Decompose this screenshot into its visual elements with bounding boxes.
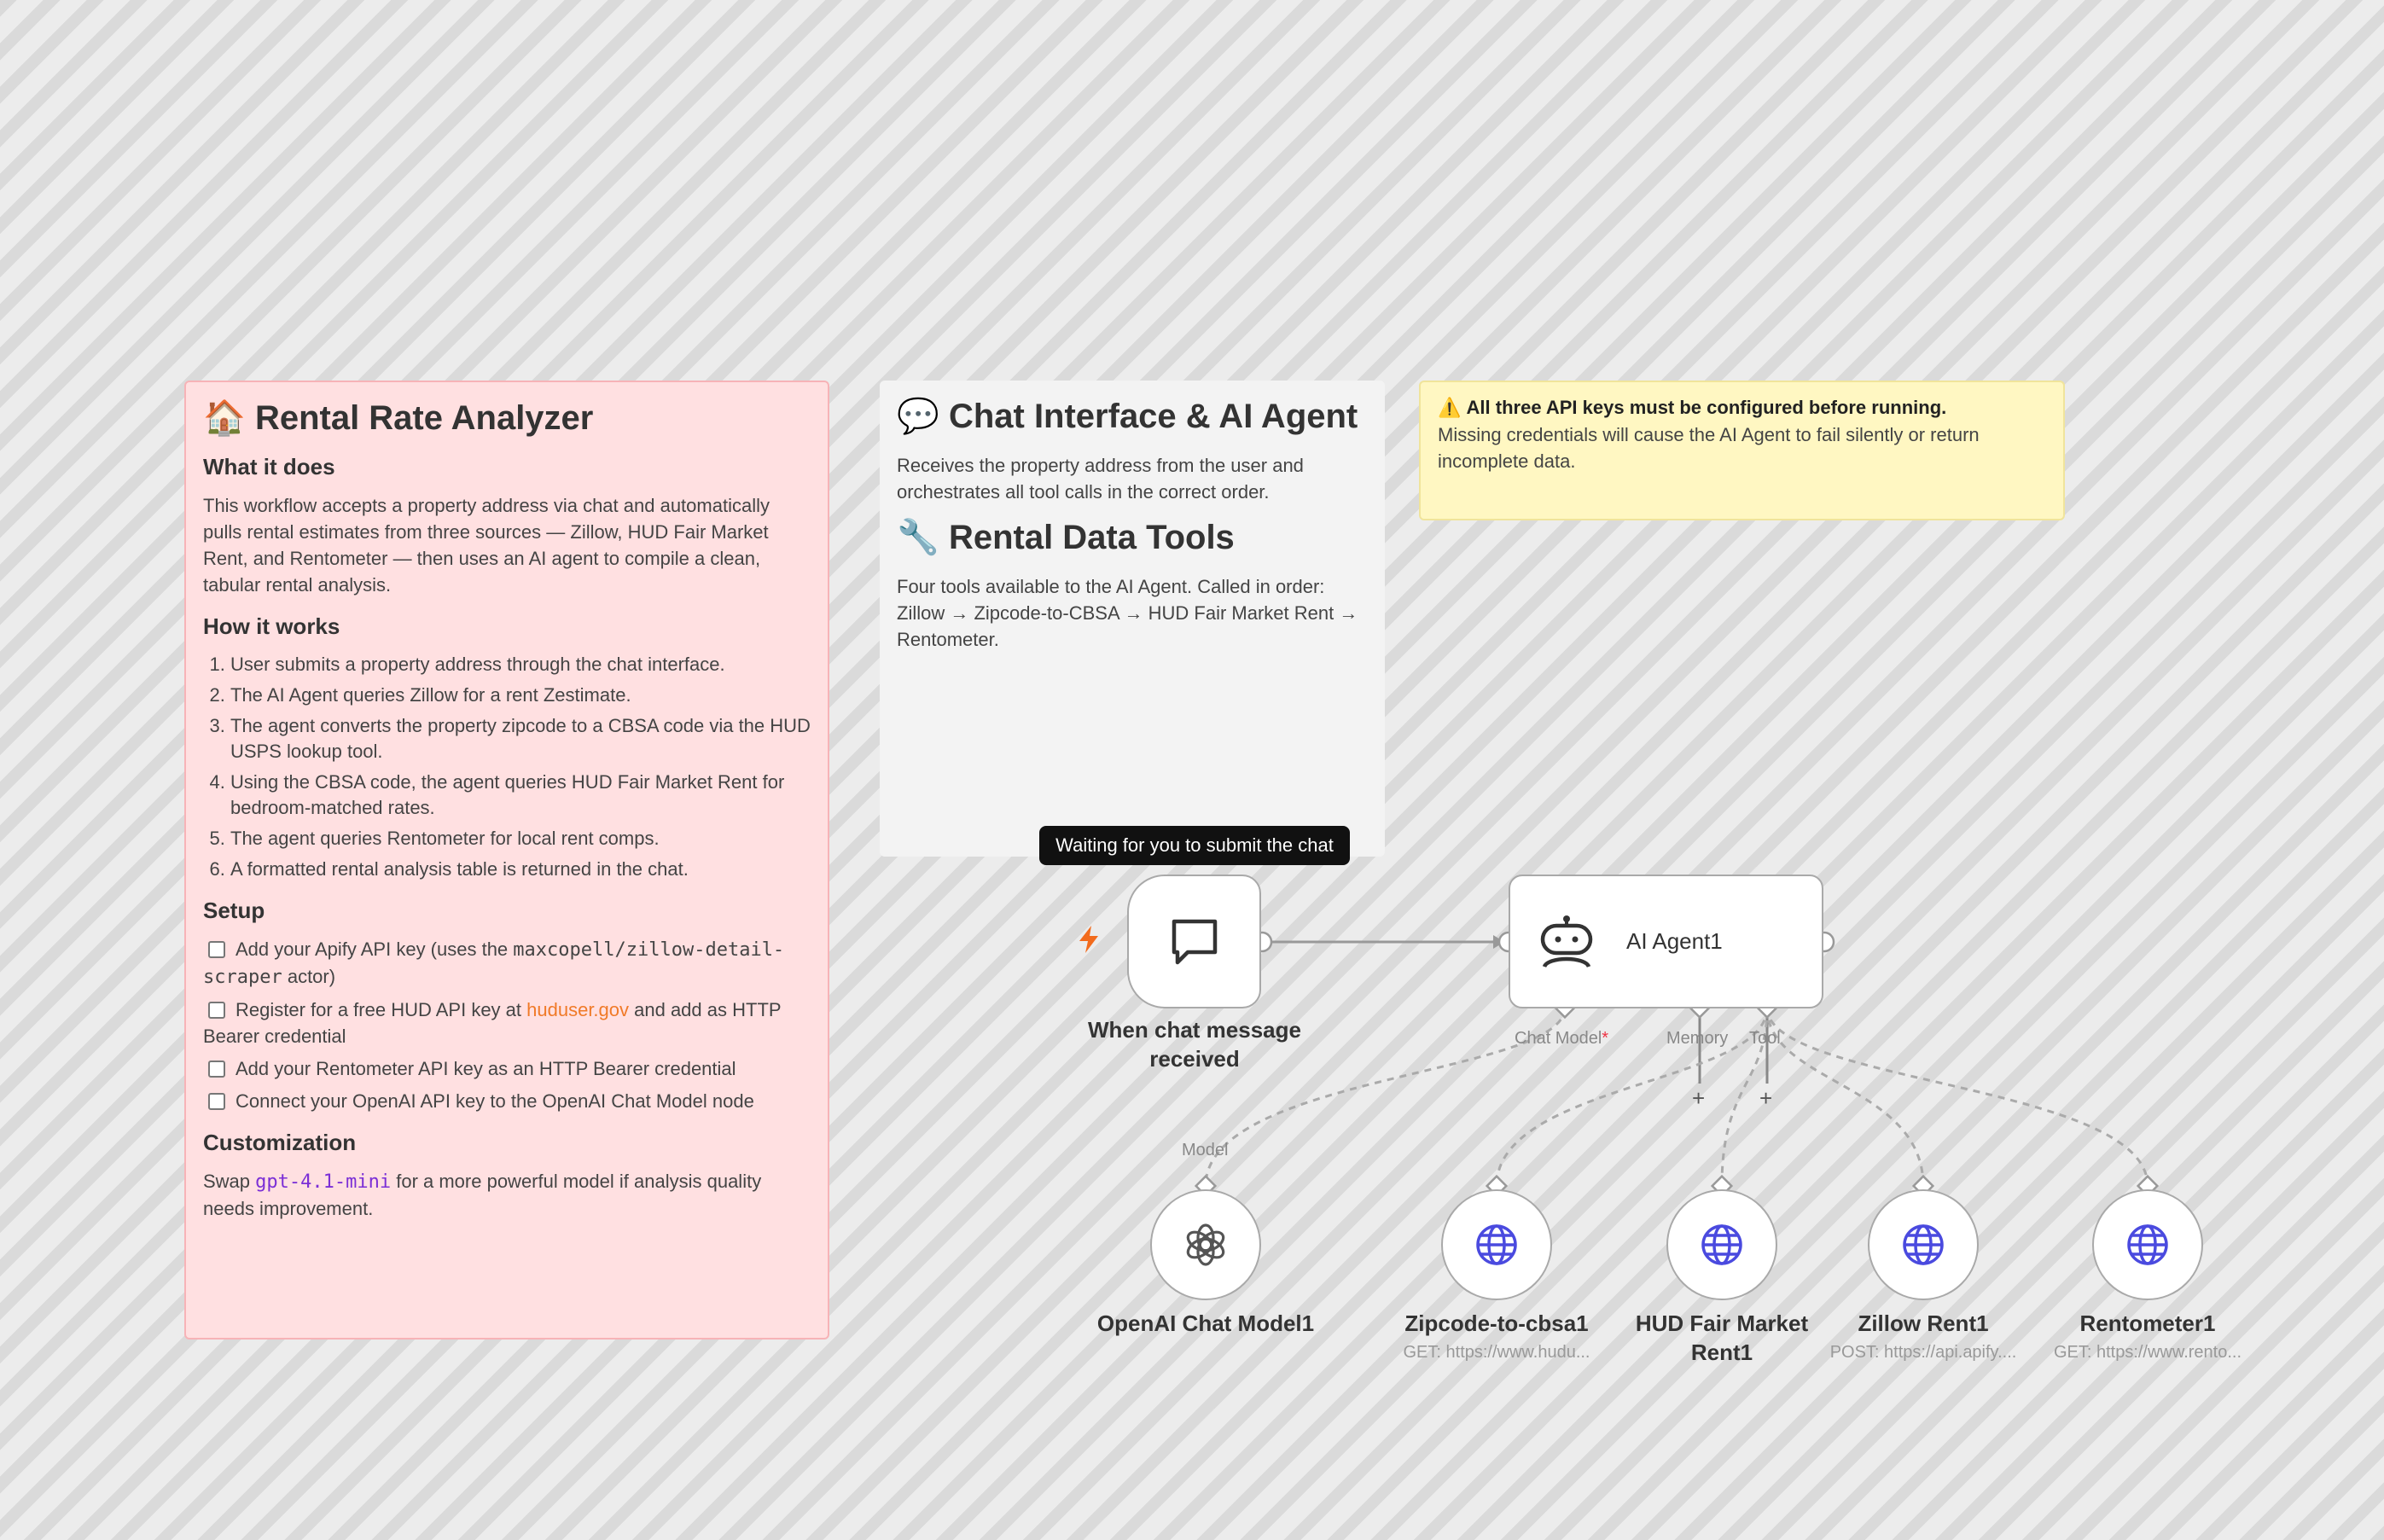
tool-connection-rentometer[interactable] (1767, 1008, 2148, 1186)
step-item: 1. User submits a property address through the chat interface. (230, 652, 811, 677)
customization-text: Swap gpt-4.1-mini for a more powerful model if analysis quality needs improvement. (203, 1171, 762, 1219)
openai-chat-model-node[interactable] (1150, 1189, 1261, 1300)
setup-heading: Setup (203, 898, 265, 923)
globe-icon (1474, 1223, 1519, 1267)
tool-connection-zillow[interactable] (1767, 1008, 1923, 1186)
zillow-node-subtitle: POST: https://api.apify.... (1829, 1343, 2017, 1362)
setup-item-apify: Add your Apify API key (uses the maxcopell/zillow-detail-scraper actor) (203, 939, 785, 988)
step-item: 2. The AI Agent queries Zillow for a rent Zestimate. (230, 683, 811, 708)
globe-icon (2125, 1223, 2170, 1267)
trigger-tooltip: Waiting for you to submit the chat (1039, 826, 1350, 865)
how-heading: How it works (203, 613, 340, 639)
what-text: This workflow accepts a property address via chat and automatically pulls rental estimates from three sources — Zillow, HUD Fair Market Rent, and Rentometer — then uses an AI agent to compile a clean, tabular rental analysis. (203, 495, 770, 596)
memory-port-label: Memory (1666, 1029, 1729, 1048)
openai-logo-icon (1182, 1221, 1230, 1269)
step-item: 5. The agent queries Rentometer for local rent comps. (230, 826, 811, 851)
zillow-rent-node[interactable] (1868, 1189, 1979, 1300)
chat-interface-title: 💬 Chat Interface & AI Agent (897, 397, 1358, 436)
analyzer-title: 🏠 Rental Rate Analyzer (203, 398, 594, 438)
warning-text: ⚠️ All three API keys must be configured before running. Missing credentials will cause the AI Agent to fail silently or return incomplete data. (1438, 397, 1980, 472)
rentometer-node-title: Rentometer1 (2079, 1310, 2216, 1336)
setup-checkbox[interactable] (208, 941, 225, 958)
setup-item-hud: Register for a free HUD API key at huduser.gov and add as HTTP Bearer credential (203, 999, 782, 1047)
step-item: 4. Using the CBSA code, the agent queries HUD Fair Market Rent for bedroom-matched rates. (230, 770, 811, 821)
zipcode-node-subtitle: GET: https://www.hudu... (1403, 1343, 1590, 1362)
customization-heading: Customization (203, 1130, 357, 1155)
robot-icon (1536, 914, 1597, 970)
setup-item-rentometer: Add your Rentometer API key as an HTTP Bearer credential (203, 1055, 811, 1082)
rentometer-node-subtitle: GET: https://www.rento... (2053, 1343, 2242, 1362)
sticky-note-warning[interactable] (1419, 381, 2065, 520)
lightning-bolt-icon (1077, 925, 1101, 962)
setup-checkbox[interactable] (208, 1061, 225, 1078)
chat-interface-text: Receives the property address from the user and orchestrates all tool calls in the correct order. (897, 455, 1304, 503)
chat-bubble-icon (1167, 915, 1222, 969)
model-port-label: Model (1182, 1141, 1229, 1159)
hud-fair-market-rent-node[interactable] (1666, 1189, 1777, 1300)
ai-agent-title: AI Agent1 (1626, 928, 1723, 954)
chat-trigger-title: When chat message received (1088, 1017, 1301, 1072)
globe-icon (1901, 1223, 1945, 1267)
add-memory-button[interactable]: + (1692, 1085, 1706, 1111)
openai-node-title: OpenAI Chat Model1 (1096, 1310, 1315, 1336)
rental-tools-title: 🔧 Rental Data Tools (897, 518, 1235, 557)
rentometer-node[interactable] (2092, 1189, 2203, 1300)
wrench-icon: 🔧 (897, 518, 939, 557)
zipcode-to-cbsa-node[interactable] (1441, 1189, 1552, 1300)
warning-icon: ⚠️ (1438, 398, 1462, 419)
what-heading: What it does (203, 454, 335, 479)
apify-actor-code: maxcopell/zillow-detail-scraper (203, 939, 785, 988)
step-item: 3. The agent converts the property zipcode to a CBSA code via the HUD USPS lookup tool. (230, 713, 811, 764)
sticky-note-analyzer[interactable] (184, 381, 829, 1340)
zipcode-node-title: Zipcode-to-cbsa1 (1404, 1310, 1589, 1336)
ai-agent-node[interactable] (1509, 875, 1823, 1008)
model-code: gpt-4.1-mini (255, 1171, 392, 1193)
steps-list (203, 652, 811, 882)
house-icon: 🏠 (203, 398, 246, 438)
chat-trigger-node[interactable] (1127, 875, 1261, 1008)
sticky-note-chat-interface[interactable] (880, 381, 1385, 857)
setup-checkbox[interactable] (208, 1002, 225, 1019)
step-item: 6. A formatted rental analysis table is returned in the chat. (230, 857, 811, 882)
globe-icon (1700, 1223, 1744, 1267)
setup-checkbox[interactable] (208, 1093, 225, 1110)
speech-bubble-icon: 💬 (897, 397, 939, 436)
tool-port-label: Tool (1749, 1029, 1781, 1048)
add-tool-button[interactable]: + (1759, 1085, 1773, 1111)
chat-model-port-label: Chat Model* (1515, 1029, 1609, 1048)
huduser-link[interactable]: huduser.gov (526, 999, 630, 1020)
setup-item-openai: Connect your OpenAI API key to the OpenAI Chat Model node (203, 1088, 811, 1114)
hud-node-title: HUD Fair Market Rent1 (1635, 1310, 1809, 1365)
rental-tools-text: Four tools available to the AI Agent. Called in order: Zillow → Zipcode-to-CBSA → HUD Fair Market Rent → Rentometer. (897, 576, 1358, 650)
zillow-node-title: Zillow Rent1 (1858, 1310, 1989, 1336)
